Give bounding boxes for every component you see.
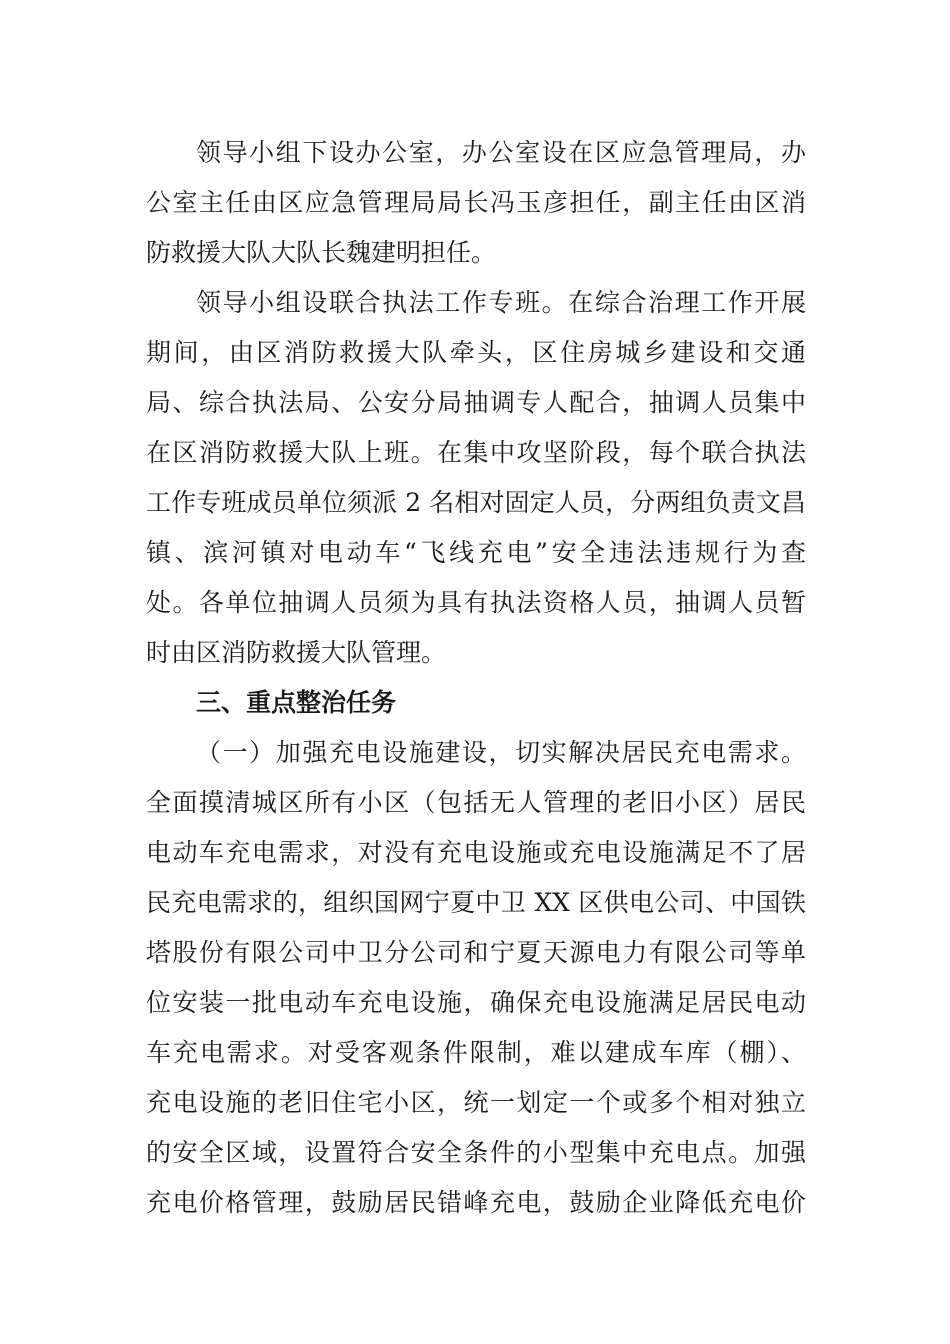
paragraph-2-line-2: 期间，由区消防救援大队牵头，区住房城乡建设和交通	[146, 338, 806, 367]
section-heading: 三、重点整治任务	[196, 688, 397, 717]
paragraph-2-line-5: 工作专班成员单位须派 2 名相对固定人员，分两组负责文昌	[146, 488, 806, 517]
paragraph-1-line-2: 公室主任由区应急管理局局长冯玉彦担任，副主任由区消	[146, 188, 806, 217]
paragraph-2-line-3: 局、综合执法局、公安分局抽调专人配合，抽调人员集中	[146, 388, 806, 417]
paragraph-1-line-1: 领导小组下设办公室，办公室设在区应急管理局，办	[196, 138, 806, 167]
paragraph-3-line-6: 位安装一批电动车充电设施，确保充电设施满足居民电动	[146, 988, 806, 1017]
paragraph-3-line-4: 民充电需求的，组织国网宁夏中卫 XX 区供电公司、中国铁	[146, 888, 806, 917]
paragraph-3-line-1: （一）加强充电设施建设，切实解决居民充电需求。	[196, 738, 806, 767]
paragraph-3-line-8: 充电设施的老旧住宅小区，统一划定一个或多个相对独立	[146, 1088, 806, 1117]
paragraph-2-line-6: 镇、滨河镇对电动车“飞线充电”安全违法违规行为查	[146, 538, 806, 567]
paragraph-2-line-7: 处。各单位抽调人员须为具有执法资格人员，抽调人员暂	[146, 588, 806, 617]
paragraph-3-line-5: 塔股份有限公司中卫分公司和宁夏天源电力有限公司等单	[146, 938, 806, 967]
paragraph-2-line-4: 在区消防救援大队上班。在集中攻坚阶段，每个联合执法	[146, 438, 806, 467]
paragraph-2-line-8: 时由区消防救援大队管理。	[146, 638, 447, 667]
paragraph-3-line-7: 车充电需求。对受客观条件限制，难以建成车库（棚）、	[146, 1038, 806, 1067]
paragraph-3-line-9: 的安全区域，设置符合安全条件的小型集中充电点。加强	[146, 1138, 806, 1167]
paragraph-3-line-2: 全面摸清城区所有小区（包括无人管理的老旧小区）居民	[146, 788, 806, 817]
paragraph-2-line-1: 领导小组设联合执法工作专班。在综合治理工作开展	[196, 288, 806, 317]
paragraph-3-line-10: 充电价格管理，鼓励居民错峰充电，鼓励企业降低充电价	[146, 1188, 806, 1217]
paragraph-1-line-3: 防救援大队大队长魏建明担任。	[146, 238, 497, 267]
paragraph-3-line-3: 电动车充电需求，对没有充电设施或充电设施满足不了居	[146, 838, 806, 867]
